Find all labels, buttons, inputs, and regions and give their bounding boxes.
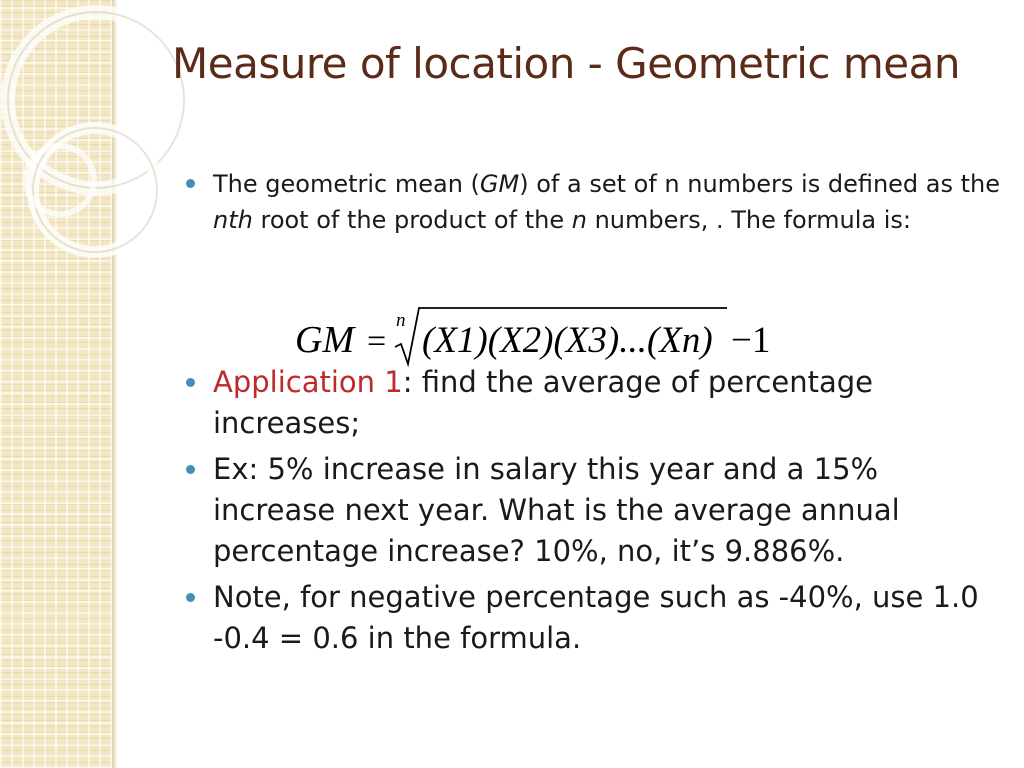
- slide-title: Measure of location - Geometric mean: [172, 39, 960, 88]
- decorative-side-strip: [0, 0, 112, 768]
- note-text: Note, for negative percentage such as -40%, use 1.0 -0.4 = 0.6 in the formula.: [213, 580, 979, 655]
- application-text: : find the average of percentage increases;: [213, 365, 873, 440]
- bullet-application: [186, 362, 1001, 444]
- geometric-mean-formula: [295, 302, 795, 372]
- bullet-dot-icon: [186, 179, 195, 188]
- bullet-dot-icon: [186, 465, 195, 474]
- definition-gm: GM: [479, 170, 520, 198]
- bullet-list: [186, 166, 1001, 659]
- formula-lhs: GM: [295, 319, 355, 361]
- bullet-dot-icon: [186, 378, 195, 387]
- formula-radicand: (X1)(X2)(X3)...(Xn): [422, 320, 713, 361]
- definition-nth: nth: [213, 206, 253, 234]
- bullet-dot-icon: [186, 593, 195, 602]
- bullet-definition: [186, 166, 1001, 238]
- definition-text-1: The geometric mean (: [213, 170, 480, 198]
- application-label: Application 1: [213, 365, 403, 399]
- definition-n: n: [571, 206, 587, 234]
- example-text: Ex: 5% increase in salary this year and a 15% increase next year. What is the average annual percentage increase? 10%, no, it’s 9.886%.: [213, 452, 900, 568]
- formula-minus-one: −1: [731, 320, 771, 361]
- definition-text-2: ) of a set of n numbers is defined as the: [519, 170, 1001, 198]
- definition-text-4: numbers, . The formula is:: [586, 206, 911, 234]
- definition-text-3: root of the product of the: [252, 206, 572, 234]
- bullet-note: [186, 577, 1001, 659]
- formula-equals: =: [367, 323, 387, 360]
- bullet-example: [186, 449, 1001, 572]
- strip-edge-shadow: [112, 0, 118, 768]
- formula-root-index: n: [396, 310, 406, 331]
